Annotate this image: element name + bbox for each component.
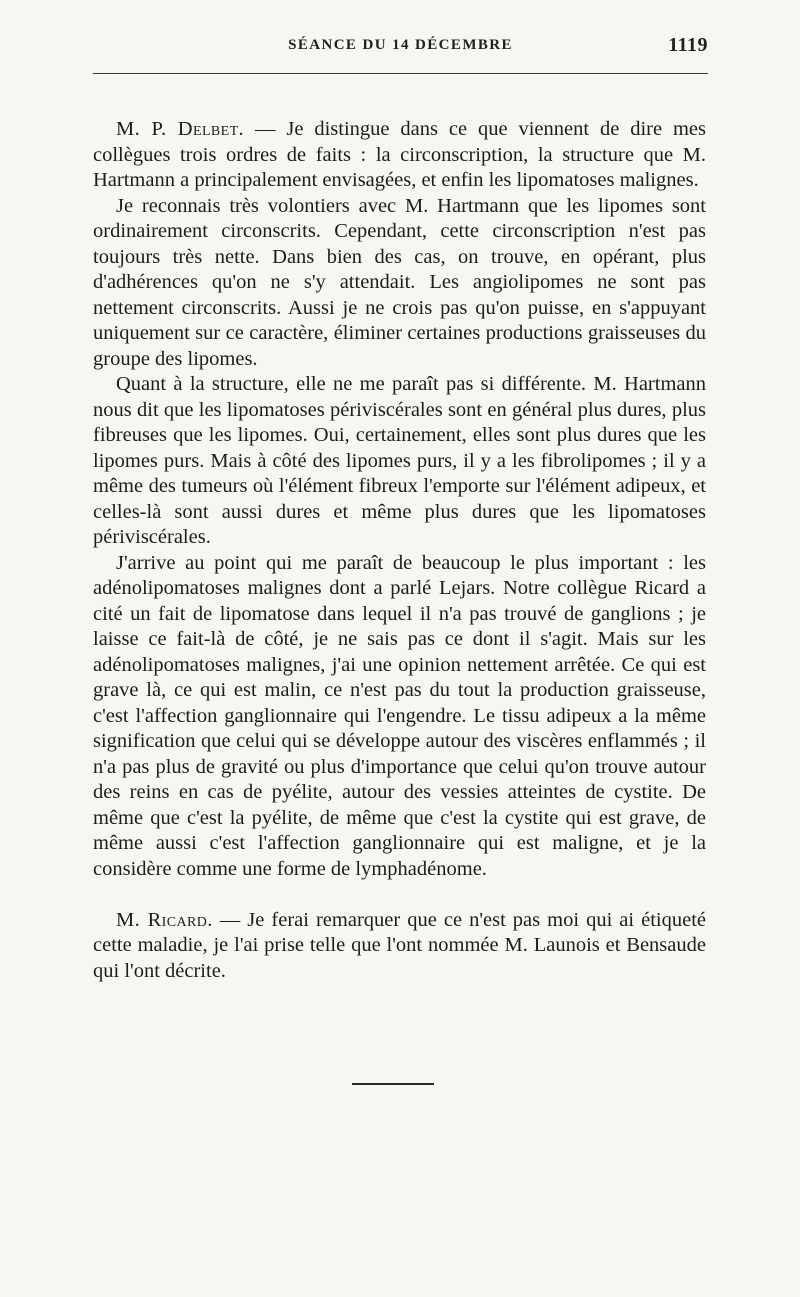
page-number: 1119 <box>668 34 708 56</box>
body-text <box>93 117 706 984</box>
delbet-paragraph-2: Je reconnais très volontiers avec M. Hartmann que les lipomes sont ordinairement circonscrits. Cependant, cette circonscription n'est pas toujours très nette. Dans bien des cas, on trouve, en opérant, plus d'adhérences qu'on ne s'y attendait. Les angiolipomes ne sont pas nettement circonscrits. Aussi je ne crois pas qu'on puisse, en s'appuyant uniquement sur ce caractère, éliminer certaines productions graisseuses du groupe des lipomes. <box>93 194 706 370</box>
ricard-paragraph-1-text: — Je ferai remarquer que ce n'est pas moi qui ai étiqueté cette maladie, je l'ai prise telle que l'ont nommée M. Launois et Bensaude qui l'ont décrite. <box>93 908 707 982</box>
closing-rule <box>352 1083 434 1085</box>
ricard-paragraph-1 <box>93 908 706 985</box>
delbet-paragraph-4: J'arrive au point qui me paraît de beaucoup le plus important : les adénolipomatoses malignes dont a parlé Lejars. Notre collègue Ricard a cité un fait de lipomatose dans lequel il n'a pas trouvé de ganglions ; je laisse ce fait-là de côté, je ne sais pas ce dont il s'agit. Mais sur les adénolipomatoses malignes, j'ai une opinion nettement arrêtée. Ce qui est grave là, ce qui est malin, ce n'est pas du tout la production graisseuse, c'est l'affection ganglionnaire qui l'engendre. Le tissu adipeux a la même signification que celui qui se développe autour des viscères enflammés ; il n'a pas plus de gravité ou plus d'importance que celui qu'on trouve autour des reins en cas de pyélite, autour des vessies atteintes de cystite. De même que c'est la pyélite, de même que c'est la cystite qui est grave, de même aussi c'est l'affection ganglionnaire qui est maligne, et je la considère comme une forme de lymphadénome. <box>93 551 706 880</box>
running-title: SÉANCE DU 14 DÉCEMBRE <box>288 37 513 53</box>
delbet-paragraph-1 <box>93 117 706 194</box>
speaker-delbet: M. P. Delbet. <box>116 118 245 140</box>
header-rule <box>93 73 708 74</box>
speaker-ricard: M. Ricard. <box>116 908 213 931</box>
delbet-paragraph-1-text: — Je distingue dans ce que viennent de dire mes collègues trois ordres de faits : la circonscription, la structure que M. Hartmann a principalement envisagées, et enfin les lipomatoses malignes. <box>93 118 706 191</box>
running-head <box>93 34 708 60</box>
delbet-paragraph-3: Quant à la structure, elle ne me paraît pas si différente. M. Hartmann nous dit que les lipomatoses périviscérales sont en général plus dures, plus fibreuses que les lipomes. Oui, certainement, elles sont plus dures que les lipomes purs. Mais à côté des lipomes purs, il y a les fibrolipomes ; il y a même des tumeurs où l'élément fibreux l'emporte sur l'élément adipeux, et celles-là sont aussi dures et même plus dures que les lipomatoses périviscérales. <box>93 373 706 548</box>
